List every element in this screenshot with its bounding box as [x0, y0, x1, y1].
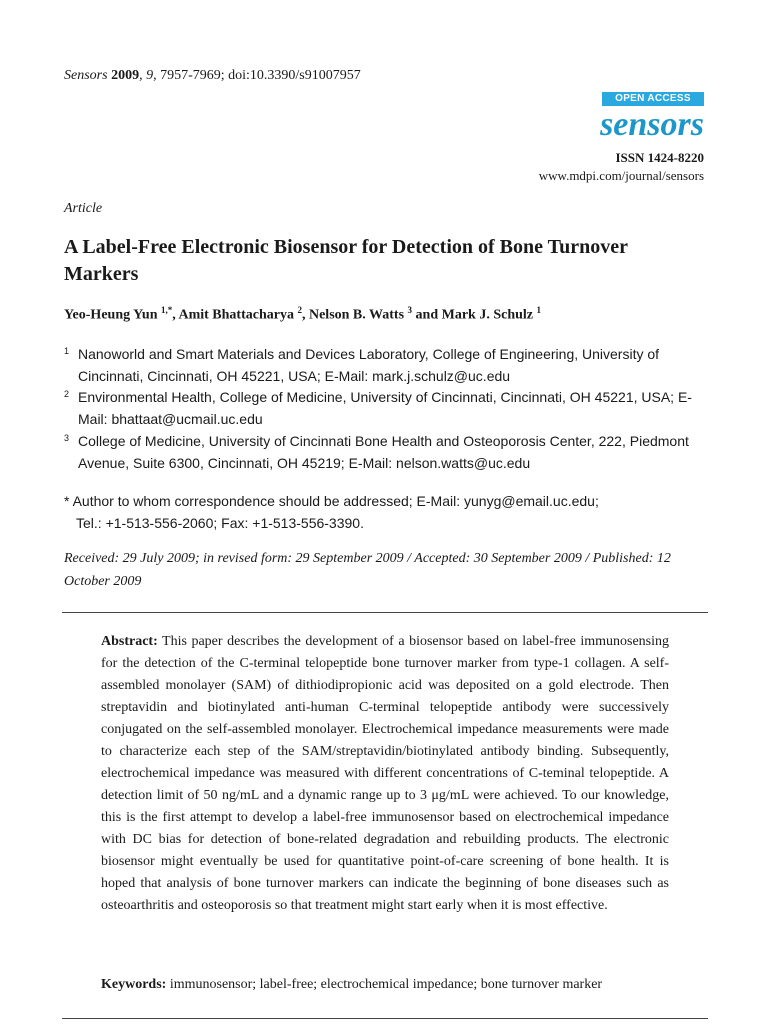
- correspondence-note: [64, 490, 704, 534]
- author-name: Nelson B. Watts: [308, 307, 408, 323]
- author-affiliation-mark: 2: [297, 305, 302, 315]
- affiliation-number: 3: [64, 433, 70, 443]
- article-type: Article: [64, 201, 103, 216]
- divider: [62, 1018, 708, 1019]
- author-name: Mark J. Schulz: [441, 307, 537, 323]
- journal-name: Sensors: [64, 68, 108, 83]
- abstract: [101, 631, 669, 917]
- pages-doi: , 7957-7969; doi:10.3390/s91007957: [153, 68, 361, 83]
- journal-logo: sensors: [600, 106, 704, 143]
- correspondence-phone-fax: Tel.: +1-513-556-2060; Fax: +1-513-556-3390.: [76, 515, 364, 531]
- journal-website-link[interactable]: www.mdpi.com/journal/sensors: [538, 168, 704, 183]
- affiliation-item: [64, 430, 704, 474]
- affiliation-item: [64, 386, 704, 430]
- author-name: Yeo-Heung Yun: [64, 307, 161, 323]
- keywords-label: Keywords:: [101, 977, 167, 992]
- author-list: [64, 305, 541, 324]
- author-affiliation-mark: 1: [536, 305, 541, 315]
- affiliation-number: 2: [64, 389, 70, 399]
- author-name: Amit Bhattacharya: [178, 307, 298, 323]
- affiliation-text: Environmental Health, College of Medicine, University of Cincinnati, Cincinnati, OH 45221, USA; E-Mail: bhattaat@ucmail.uc.edu: [78, 389, 692, 427]
- issn: ISSN 1424-8220: [615, 150, 704, 165]
- publication-dates: Received: 29 July 2009; in revised form: 29 September 2009 / Accepted: 30 September 2009 / Published: 12 October 2009: [64, 551, 671, 589]
- keywords: [101, 977, 701, 993]
- author-affiliation-mark: 1,*: [161, 305, 173, 315]
- journal-volume: 9: [146, 68, 154, 83]
- author-affiliation-mark: 3: [407, 305, 413, 315]
- open-access-badge: OPEN ACCESS: [602, 92, 704, 106]
- journal-citation: Sensors 2009, 9, 7957-7969; doi:10.3390/s91007957: [64, 68, 361, 83]
- affiliation-number: 1: [64, 346, 70, 356]
- affiliation-text: College of Medicine, University of Cincinnati Bone Health and Osteoporosis Center, 222, Piedmont Avenue, Suite 6300, Cincinnati, OH 45219; E-Mail: nelson.watts@uc.edu: [78, 433, 689, 471]
- divider: [62, 612, 708, 613]
- keywords-text: immunosensor; label-free; electrochemical impedance; bone turnover marker: [166, 977, 603, 992]
- author-separator: ,: [301, 307, 309, 323]
- abstract-label: Abstract:: [101, 634, 158, 649]
- correspondence-line: * Author to whom correspondence should be addressed; E-Mail: yunyg@email.uc.edu;: [64, 493, 599, 509]
- author-separator: ,: [172, 307, 179, 323]
- abstract-text: This paper describes the development of a biosensor based on label-free immunosensing for the detection of the C-terminal telopeptide bone turnover marker from type-1 collagen. A self-assembled monolayer (SAM) of dithiodipropionic acid was deposited on a gold electrode. Then streptavidin and biotinylated anti-human C-terminal telopeptide antibody were successively conjugated on the self-assembled monolayer. Electrochemical impedance measurements were made to characterize each step of the SAM/streptavidin/biotinylated antibody binding. Subsequently, electrochemical impedance was measured with different concentrations of C-teminal telopeptide. A detection limit of 50 ng/mL and a dynamic range up to 3 μg/mL were achieved. To our knowledge, this is the first attempt to develop a label-free immunosensor based on electrochemical impedance with DC bias for detection of bone-related degradation and rebuilding products. The electronic biosensor might eventually be used for quantitative point-of-care screening of bone health. It is hoped that analysis of bone turnover markers can indicate the beginning of bone diseases such as osteoarthritis and osteoporosis so that treatment might start early when it is most effective.: [101, 634, 670, 913]
- journal-year: 2009: [111, 68, 140, 83]
- paper-title: A Label-Free Electronic Biosensor for Detection of Bone Turnover Markers: [64, 236, 628, 285]
- affiliation-item: [64, 343, 704, 387]
- author-separator: and: [412, 307, 442, 323]
- affiliation-text: Nanoworld and Smart Materials and Devices Laboratory, College of Engineering, University of Cincinnati, Cincinnati, OH 45221, USA; E-Mail: mark.j.schulz@uc.edu: [78, 346, 660, 384]
